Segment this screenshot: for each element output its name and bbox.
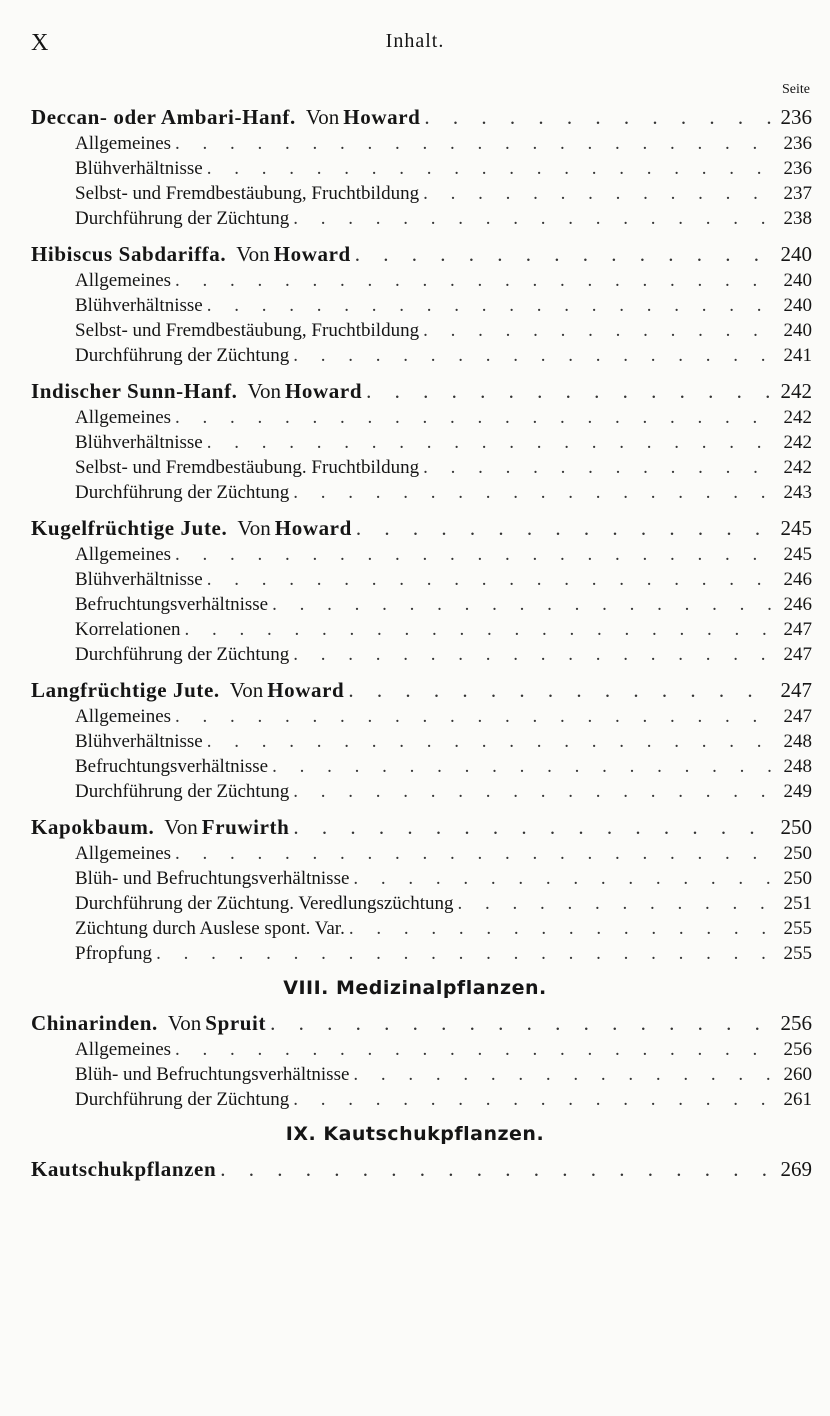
entry-title: Kautschukpflanzen — [31, 1157, 217, 1181]
dot-leader — [458, 891, 777, 916]
toc-subentry — [0, 779, 830, 804]
entry-author: Howard — [343, 105, 421, 129]
subentry-page-number: 260 — [783, 1064, 812, 1085]
dot-leader — [220, 1156, 776, 1183]
subentry-label: Durchführung der Züchtung — [75, 1089, 290, 1110]
toc-subentry — [0, 181, 830, 206]
dot-leader — [293, 642, 776, 667]
entry-label — [31, 515, 352, 542]
dot-leader — [349, 916, 776, 941]
entry-page-number: 240 — [780, 242, 812, 266]
entry-label — [31, 677, 344, 704]
subentry-label: Selbst- und Fremdbestäubung, Fruchtbildung — [75, 183, 420, 204]
dot-leader — [185, 617, 776, 642]
subentry-label: Allgemeines — [75, 133, 172, 154]
subentry-label: Allgemeines — [75, 1039, 172, 1060]
toc-entry — [0, 814, 830, 841]
subentry-page-number: 243 — [783, 482, 812, 503]
dot-leader — [356, 515, 776, 542]
subentry-label: Durchführung der Züchtung. Veredlungszüchtung — [75, 893, 454, 914]
subentry-label: Durchführung der Züchtung — [75, 208, 290, 229]
subentry-label: Blühverhältnisse — [75, 432, 203, 453]
entry-page-number: 242 — [780, 379, 812, 403]
dot-leader — [207, 567, 776, 592]
dot-leader — [175, 131, 776, 156]
dot-leader — [355, 241, 776, 268]
subentry-label: Allgemeines — [75, 407, 172, 428]
dot-leader — [293, 343, 776, 368]
subentry-label: Pfropfung — [75, 943, 153, 964]
subentry-label: Blühverhältnisse — [75, 158, 203, 179]
dot-leader — [293, 779, 776, 804]
entry-von: Von — [237, 516, 271, 540]
subentry-label: Blühverhältnisse — [75, 569, 203, 590]
entry-spacer — [0, 231, 830, 241]
subentry-page-number: 250 — [783, 843, 812, 864]
entry-label — [31, 378, 362, 405]
dot-leader — [207, 729, 776, 754]
dot-leader — [175, 405, 776, 430]
toc-subentry — [0, 206, 830, 231]
dot-leader — [207, 156, 776, 181]
subentry-label: Blüh- und Befruchtungsverhältnisse — [75, 1064, 350, 1085]
entry-von: Von — [236, 242, 270, 266]
entry-spacer — [0, 667, 830, 677]
entry-title: Chinarinden. — [31, 1011, 158, 1035]
entry-page-number: 236 — [780, 105, 812, 129]
page-title: Inhalt. — [385, 30, 445, 52]
toc-entry — [0, 677, 830, 704]
subentry-label: Allgemeines — [75, 544, 172, 565]
dot-leader — [348, 677, 776, 704]
subentry-label: Blühverhältnisse — [75, 731, 203, 752]
entry-page-number: 245 — [780, 516, 812, 540]
table-of-contents — [0, 104, 830, 1183]
dot-leader — [207, 293, 776, 318]
toc-entry — [0, 1156, 830, 1183]
entry-page-number: 256 — [780, 1011, 812, 1035]
dot-leader — [353, 1062, 776, 1087]
toc-subentry — [0, 941, 830, 966]
subentry-page-number: 247 — [783, 706, 812, 727]
entry-von: Von — [167, 1011, 202, 1035]
subentry-label: Durchführung der Züchtung — [75, 781, 290, 802]
dot-leader — [270, 1010, 776, 1037]
toc-subentry — [0, 318, 830, 343]
toc-entry — [0, 1010, 830, 1037]
toc-entry — [0, 104, 830, 131]
toc-subentry — [0, 592, 830, 617]
subentry-page-number: 247 — [783, 644, 812, 665]
subentry-page-number: 242 — [783, 432, 812, 453]
dot-leader — [293, 1087, 776, 1112]
subentry-label: Durchführung der Züchtung — [75, 644, 290, 665]
entry-author: Spruit — [205, 1011, 267, 1035]
subentry-page-number: 240 — [783, 320, 812, 341]
toc-subentry — [0, 704, 830, 729]
toc-entry — [0, 515, 830, 542]
toc-subentry — [0, 1087, 830, 1112]
subentry-label: Selbst- und Fremdbestäubung, Fruchtbildung — [75, 320, 420, 341]
dot-leader — [175, 1037, 776, 1062]
toc-subentry — [0, 754, 830, 779]
toc-subentry — [0, 617, 830, 642]
entry-title: Deccan- oder Ambari-Hanf. — [31, 105, 296, 129]
subentry-label: Allgemeines — [75, 706, 172, 727]
toc-subentry — [0, 480, 830, 505]
dot-leader — [175, 268, 776, 293]
entry-spacer — [0, 368, 830, 378]
toc-subentry — [0, 268, 830, 293]
dot-leader — [272, 754, 776, 779]
subentry-label: Allgemeines — [75, 270, 172, 291]
entry-label — [31, 1156, 216, 1183]
toc-subentry — [0, 542, 830, 567]
dot-leader — [175, 841, 776, 866]
subentry-page-number: 236 — [783, 158, 812, 179]
entry-title: Kapokbaum. — [31, 815, 155, 839]
subentry-label: Selbst- und Fremdbestäubung. Fruchtbildung — [75, 457, 420, 478]
subentry-page-number: 250 — [783, 868, 812, 889]
entry-spacer — [0, 505, 830, 515]
dot-leader — [424, 104, 776, 131]
subentry-page-number: 246 — [783, 569, 812, 590]
dot-leader — [423, 318, 776, 343]
subentry-page-number: 248 — [783, 731, 812, 752]
entry-von: Von — [247, 379, 281, 403]
toc-subentry — [0, 156, 830, 181]
toc-subentry — [0, 455, 830, 480]
subentry-page-number: 236 — [783, 133, 812, 154]
entry-page-number: 250 — [780, 815, 812, 839]
dot-leader — [423, 181, 776, 206]
entry-page-number: 247 — [780, 678, 812, 702]
subentry-label: Allgemeines — [75, 843, 172, 864]
subentry-page-number: 240 — [783, 295, 812, 316]
subentry-page-number: 246 — [783, 594, 812, 615]
toc-subentry — [0, 1037, 830, 1062]
dot-leader — [293, 206, 776, 231]
subentry-page-number: 241 — [783, 345, 812, 366]
toc-subentry — [0, 891, 830, 916]
entry-label — [31, 814, 289, 841]
entry-author: Howard — [285, 379, 363, 403]
subentry-page-number: 249 — [783, 781, 812, 802]
page-column-label: Seite — [782, 82, 810, 97]
entry-author: Howard — [273, 242, 351, 266]
entry-label — [31, 241, 351, 268]
subentry-label: Korrelationen — [75, 619, 181, 640]
subentry-label: Blühverhältnisse — [75, 295, 203, 316]
entry-von: Von — [164, 815, 198, 839]
subentry-label: Züchtung durch Auslese spont. Var. — [75, 918, 345, 939]
toc-subentry — [0, 430, 830, 455]
entry-title: Langfrüchtige Jute. — [31, 678, 220, 702]
dot-leader — [175, 542, 776, 567]
subentry-page-number: 247 — [783, 619, 812, 640]
subentry-page-number: 240 — [783, 270, 812, 291]
entry-label — [31, 1010, 266, 1037]
subentry-page-number: 242 — [783, 407, 812, 428]
toc-subentry — [0, 1062, 830, 1087]
entry-author: Howard — [274, 516, 352, 540]
section-heading: IX. Kautschukpflanzen. — [285, 1123, 545, 1145]
subentry-page-number: 237 — [783, 183, 812, 204]
dot-leader — [156, 941, 776, 966]
toc-subentry — [0, 405, 830, 430]
toc-subentry — [0, 916, 830, 941]
page-numeral: X — [31, 30, 49, 56]
subentry-label: Durchführung der Züchtung — [75, 482, 290, 503]
dot-leader — [366, 378, 776, 405]
subentry-label: Befruchtungsverhältnisse — [75, 756, 269, 777]
subentry-page-number: 242 — [783, 457, 812, 478]
toc-subentry — [0, 567, 830, 592]
dot-leader — [293, 480, 776, 505]
subentry-page-number: 251 — [783, 893, 812, 914]
toc-subentry — [0, 866, 830, 891]
subentry-page-number: 238 — [783, 208, 812, 229]
subentry-page-number: 255 — [783, 943, 812, 964]
toc-subentry — [0, 841, 830, 866]
subentry-page-number: 255 — [783, 918, 812, 939]
subentry-page-number: 261 — [783, 1089, 812, 1110]
toc-subentry — [0, 293, 830, 318]
dot-leader — [423, 455, 776, 480]
entry-author: Howard — [267, 678, 345, 702]
dot-leader — [353, 866, 776, 891]
subentry-label: Befruchtungsverhältnisse — [75, 594, 269, 615]
subentry-page-number: 248 — [783, 756, 812, 777]
subentry-page-number: 245 — [783, 544, 812, 565]
toc-subentry — [0, 642, 830, 667]
dot-leader — [207, 430, 776, 455]
subentry-page-number: 256 — [783, 1039, 812, 1060]
entry-von: Von — [305, 105, 340, 129]
subentry-label: Blüh- und Befruchtungsverhältnisse — [75, 868, 350, 889]
section-heading: VIII. Medizinalpflanzen. — [283, 977, 547, 999]
dot-leader — [272, 592, 776, 617]
entry-label — [31, 104, 420, 131]
entry-title: Kugelfrüchtige Jute. — [31, 516, 228, 540]
toc-entry — [0, 378, 830, 405]
entry-von: Von — [229, 678, 264, 702]
toc-entry — [0, 241, 830, 268]
entry-title: Indischer Sunn-Hanf. — [31, 379, 238, 403]
toc-subentry — [0, 343, 830, 368]
entry-author: Fruwirth — [201, 815, 290, 839]
entry-title: Hibiscus Sabdariffa. — [31, 242, 227, 266]
toc-subentry — [0, 131, 830, 156]
dot-leader — [293, 814, 776, 841]
subentry-label: Durchführung der Züchtung — [75, 345, 290, 366]
entry-spacer — [0, 804, 830, 814]
entry-page-number: 269 — [780, 1157, 812, 1181]
dot-leader — [175, 704, 776, 729]
toc-subentry — [0, 729, 830, 754]
